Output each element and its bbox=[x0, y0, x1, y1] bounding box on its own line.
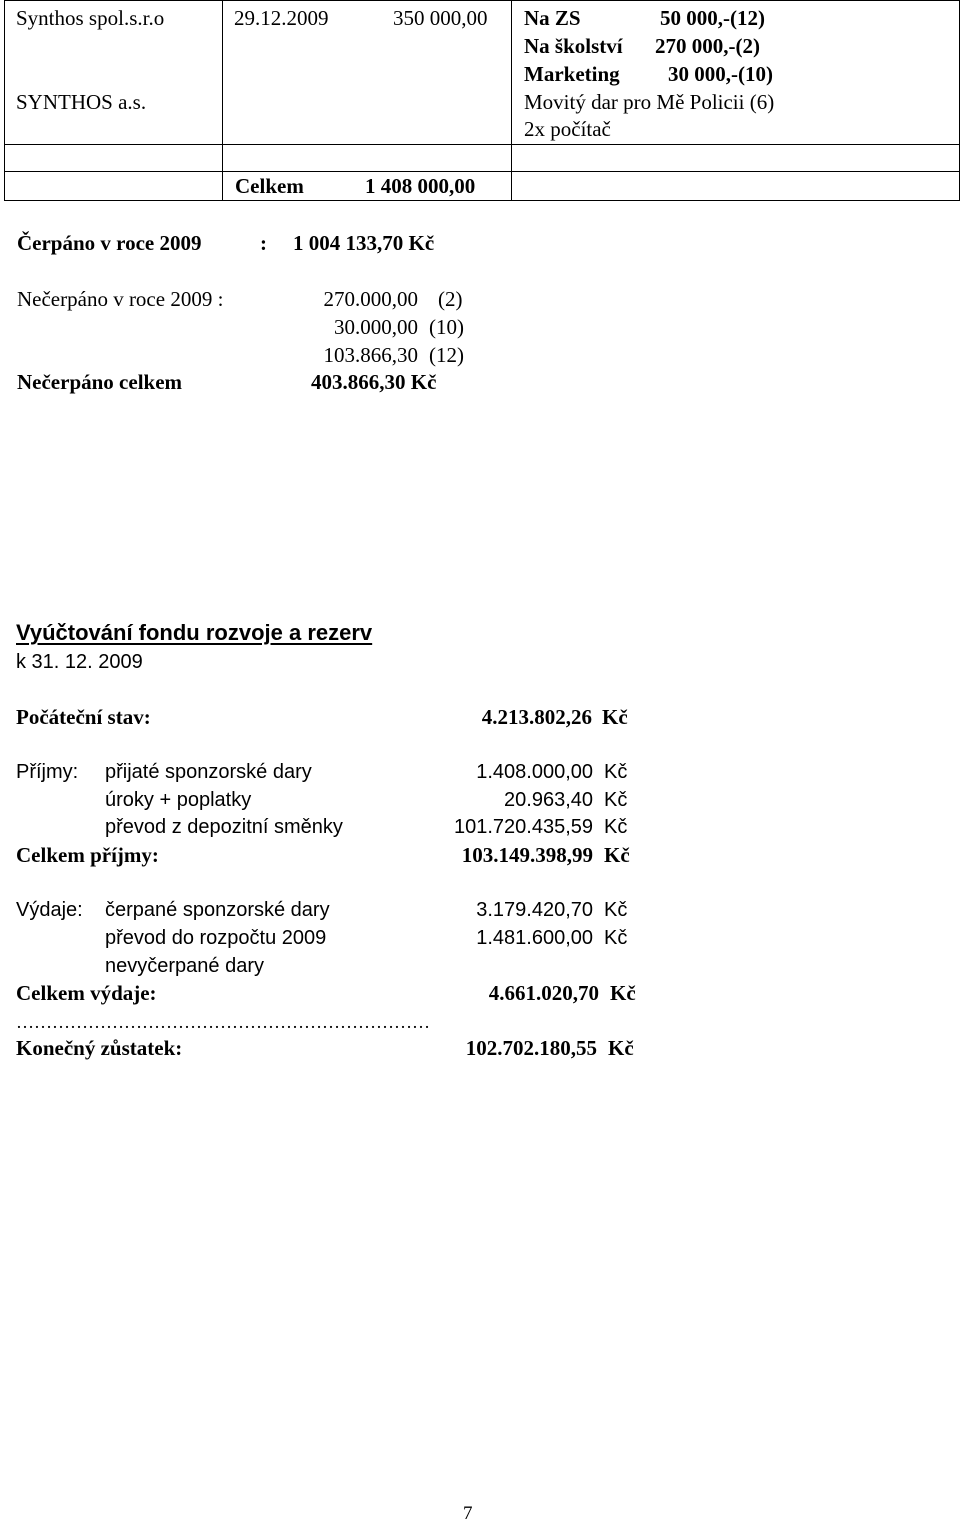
purpose-label: Na školství bbox=[524, 34, 623, 58]
table-row-divider bbox=[4, 144, 960, 145]
income-item-value: 20.963,40 bbox=[504, 789, 593, 811]
unspent-total-label: Nečerpáno celkem bbox=[17, 370, 183, 394]
purpose-text: Movitý dar pro Mě Policii (6) bbox=[524, 90, 775, 114]
spent-separator: : bbox=[260, 231, 267, 255]
income-item-unit: Kč bbox=[604, 816, 628, 838]
unspent-code: (12) bbox=[429, 343, 464, 367]
dotted-separator: …………………………………………………………… bbox=[16, 1013, 430, 1031]
expense-item-value: 1.481.600,00 bbox=[476, 927, 593, 949]
expense-item-label: převod do rozpočtu 2009 bbox=[105, 927, 327, 949]
closing-balance-value: 102.702.180,55 bbox=[465, 1036, 597, 1060]
income-item-label: převod z depozitní směnky bbox=[105, 816, 343, 838]
expense-item-value: 3.179.420,70 bbox=[476, 899, 593, 921]
income-label: Příjmy: bbox=[16, 761, 79, 783]
income-total-unit: Kč bbox=[604, 843, 630, 867]
income-item-unit: Kč bbox=[604, 761, 628, 783]
unspent-amount: 30.000,00 bbox=[334, 315, 418, 339]
unspent-code: (2) bbox=[438, 287, 463, 311]
opening-balance-unit: Kč bbox=[602, 705, 628, 729]
income-item-value: 1.408.000,00 bbox=[476, 761, 593, 783]
sponsor-name: Synthos spol.s.r.o bbox=[16, 6, 165, 30]
income-total-value: 103.149.398,99 bbox=[461, 843, 593, 867]
table-total-label: Celkem bbox=[235, 174, 304, 198]
table-total-value: 1 408 000,00 bbox=[365, 174, 476, 198]
donation-date: 29.12.2009 bbox=[234, 6, 329, 30]
spent-value: 1 004 133,70 Kč bbox=[293, 231, 435, 255]
expense-item-label: čerpané sponzorské dary bbox=[105, 899, 330, 921]
table-border-top bbox=[4, 0, 960, 1]
purpose-value: 270 000,-(2) bbox=[655, 34, 760, 58]
expense-item-label: nevyčerpané dary bbox=[105, 955, 264, 977]
donation-amount: 350 000,00 bbox=[393, 6, 488, 30]
expense-item-unit: Kč bbox=[604, 927, 628, 949]
income-total-label: Celkem příjmy: bbox=[16, 843, 159, 867]
purpose-label: Na ZS bbox=[524, 6, 581, 30]
expenses-total-label: Celkem výdaje: bbox=[16, 981, 157, 1005]
table-row-divider bbox=[4, 171, 960, 172]
purpose-value: 30 000,-(10) bbox=[668, 62, 773, 86]
expense-item-unit: Kč bbox=[604, 899, 628, 921]
opening-balance-value: 4.213.802,26 bbox=[481, 705, 592, 729]
unspent-label: Nečerpáno v roce 2009 : bbox=[17, 287, 224, 311]
spent-label: Čerpáno v roce 2009 bbox=[17, 231, 202, 255]
unspent-code: (10) bbox=[429, 315, 464, 339]
table-column-divider bbox=[222, 0, 223, 201]
expenses-total-unit: Kč bbox=[610, 981, 636, 1005]
expenses-total-value: 4.661.020,70 bbox=[488, 981, 599, 1005]
income-item-unit: Kč bbox=[604, 789, 628, 811]
closing-balance-label: Konečný zůstatek: bbox=[16, 1036, 183, 1060]
sponsor-name: SYNTHOS a.s. bbox=[16, 90, 147, 114]
expenses-label: Výdaje: bbox=[16, 899, 83, 921]
opening-balance-label: Počáteční stav: bbox=[16, 705, 151, 729]
unspent-total-value: 403.866,30 Kč bbox=[311, 370, 437, 394]
closing-balance-unit: Kč bbox=[608, 1036, 634, 1060]
table-border-left bbox=[4, 0, 5, 201]
income-item-label: úroky + poplatky bbox=[105, 789, 252, 811]
purpose-value: 50 000,-(12) bbox=[660, 6, 765, 30]
unspent-amount: 270.000,00 bbox=[323, 287, 418, 311]
purpose-label: Marketing bbox=[524, 62, 620, 86]
fund-heading: Vyúčtování fondu rozvoje a rezerv bbox=[16, 620, 373, 645]
purpose-text: 2x počítač bbox=[524, 117, 611, 141]
page-number: 7 bbox=[463, 1503, 473, 1524]
table-column-divider bbox=[511, 0, 512, 201]
income-item-value: 101.720.435,59 bbox=[453, 816, 593, 838]
unspent-amount: 103.866,30 bbox=[323, 343, 418, 367]
fund-date: k 31. 12. 2009 bbox=[16, 651, 143, 673]
income-item-label: přijaté sponzorské dary bbox=[105, 761, 312, 783]
table-border-bottom bbox=[4, 200, 960, 201]
